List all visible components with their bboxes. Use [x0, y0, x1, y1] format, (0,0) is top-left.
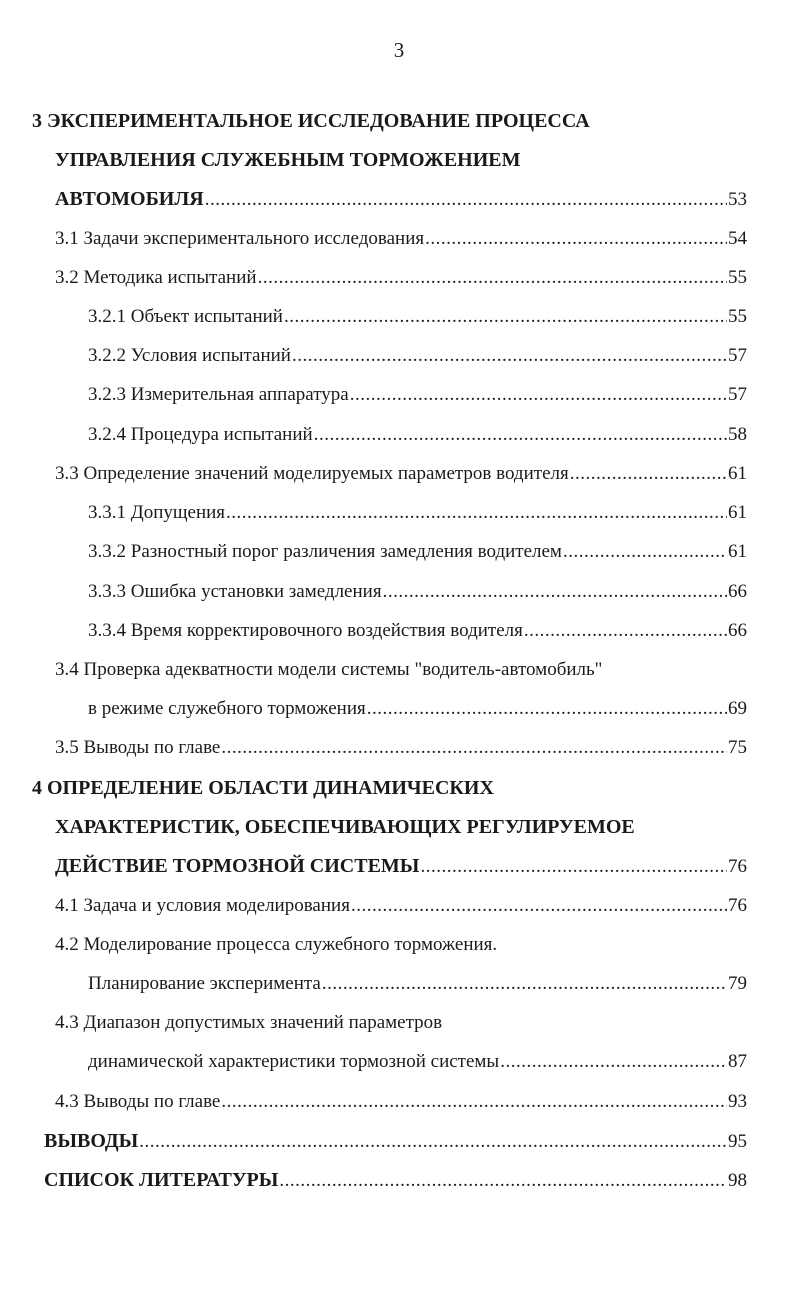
toc-entry-3-2-3 — [88, 380, 747, 410]
toc-entry-label: 4.3 Диапазон допустимых значений параметров — [55, 1012, 443, 1033]
toc-entry-4-1 — [55, 891, 747, 921]
toc-entry-label: 3.3.2 Разностный порог различения замедления водителем — [88, 541, 562, 562]
toc-entry-label: СПИСОК ЛИТЕРАТУРЫ — [44, 1169, 279, 1191]
toc-page-number: 75 — [728, 737, 747, 758]
toc-page-number: 66 — [728, 620, 747, 641]
dot-leader — [205, 185, 727, 215]
toc-chapter-3-title-part-3: АВТОМОБИЛЯ — [55, 188, 204, 210]
toc-page-number: 98 — [728, 1170, 747, 1191]
dot-leader — [383, 577, 727, 607]
toc-chapter-4-line-2 — [55, 812, 635, 842]
toc-chapter-4-title-part-1: 4 ОПРЕДЕЛЕНИЕ ОБЛАСТИ ДИНАМИЧЕСКИХ — [32, 777, 494, 799]
toc-page-number: 61 — [728, 463, 747, 484]
toc-entry-label: ВЫВОДЫ — [44, 1130, 139, 1152]
toc-page-number: 66 — [728, 581, 747, 602]
toc-chapter-4-entry — [55, 851, 747, 881]
toc-chapter-3-entry — [55, 184, 747, 214]
toc-entry-3-2-2 — [88, 341, 747, 371]
dot-leader — [563, 537, 727, 567]
toc-entry-label: 3.2.3 Измерительная аппаратура — [88, 384, 349, 405]
toc-entry-label: 3.3.1 Допущения — [88, 502, 226, 523]
toc-page-number: 57 — [728, 384, 747, 405]
toc-entry-4-3-line-1 — [55, 1008, 442, 1038]
toc-entry-label: 3.4 Проверка адекватности модели системы "водитель-автомобиль" — [55, 659, 603, 680]
toc-page-number: 76 — [728, 856, 747, 877]
toc-entry-label: в режиме служебного торможения — [88, 698, 366, 719]
toc-entry-4-2 — [88, 969, 747, 999]
toc-entry-3-4 — [88, 694, 747, 724]
toc-page-number: 87 — [728, 1051, 747, 1072]
toc-entry-label: динамической характеристики тормозной системы — [88, 1051, 500, 1072]
dot-leader — [420, 852, 727, 882]
toc-entry-3-2-4 — [88, 420, 747, 450]
toc-page-number: 55 — [728, 306, 747, 327]
toc-page-number: 53 — [728, 189, 747, 210]
toc-entry-label: 4.1 Задача и условия моделирования — [55, 895, 350, 916]
toc-entry-label: 3.5 Выводы по главе — [55, 737, 221, 758]
toc-entry-label: 3.3.3 Ошибка установки замедления — [88, 581, 382, 602]
toc-entry-3-3-3 — [88, 577, 747, 607]
dot-leader — [570, 459, 727, 489]
toc-entry-label: 3.2.4 Процедура испытаний — [88, 424, 313, 445]
toc-entry-label: 3.2 Методика испытаний — [55, 267, 257, 288]
toc-entry-3-3-4 — [88, 616, 747, 646]
toc-chapter-4-line-1 — [32, 773, 494, 803]
toc-entry-4-3-conclusions — [55, 1087, 747, 1117]
toc-entry-4-2-line-1 — [55, 930, 497, 960]
dot-leader — [367, 694, 727, 724]
toc-entry-label: 4.2 Моделирование процесса служебного торможения. — [55, 934, 498, 955]
toc-entry-label: 3.1 Задачи экспериментального исследования — [55, 228, 425, 249]
toc-page-number: 93 — [728, 1091, 747, 1112]
toc-page-number: 61 — [728, 541, 747, 562]
dot-leader — [226, 498, 727, 528]
dot-leader — [279, 1166, 727, 1196]
dot-leader — [524, 616, 727, 646]
dot-leader — [500, 1047, 727, 1077]
toc-entry-label: 3.3 Определение значений моделируемых параметров водителя — [55, 463, 569, 484]
toc-entry-label: 4.3 Выводы по главе — [55, 1091, 221, 1112]
dot-leader — [258, 263, 727, 293]
dot-leader — [284, 302, 727, 332]
toc-page-number: 95 — [728, 1131, 747, 1152]
toc-entry-references — [44, 1165, 747, 1195]
toc-page-number: 57 — [728, 345, 747, 366]
toc-entry-3-2-1 — [88, 302, 747, 332]
toc-chapter-4-title-part-2: ХАРАКТЕРИСТИК, ОБЕСПЕЧИВАЮЩИХ РЕГУЛИРУЕМОЕ — [55, 816, 635, 838]
toc-entry-3-3-1 — [88, 498, 747, 528]
toc-page-number: 55 — [728, 267, 747, 288]
toc-entry-label: 3.2.1 Объект испытаний — [88, 306, 283, 327]
toc-page-number: 76 — [728, 895, 747, 916]
toc-entry-label: 3.3.4 Время корректировочного воздействия водителя — [88, 620, 523, 641]
toc-page-number: 61 — [728, 502, 747, 523]
toc-entry-3-2 — [55, 263, 747, 293]
dot-leader — [314, 420, 727, 450]
toc-chapter-3-line-2 — [55, 145, 521, 175]
toc-chapter-3-title-part-2: УПРАВЛЕНИЯ СЛУЖЕБНЫМ ТОРМОЖЕНИЕМ — [55, 149, 521, 171]
toc-entry-3-1 — [55, 224, 747, 254]
page-number: 3 — [393, 38, 405, 62]
dot-leader — [425, 224, 727, 254]
toc-page-number: 79 — [728, 973, 747, 994]
toc-chapter-3-line-1 — [32, 106, 590, 136]
toc-page-number: 54 — [728, 228, 747, 249]
dot-leader — [322, 969, 727, 999]
toc-page-number: 69 — [728, 698, 747, 719]
toc-entry-conclusions — [44, 1126, 747, 1156]
toc-entry-label: 3.2.2 Условия испытаний — [88, 345, 291, 366]
dot-leader — [221, 1087, 727, 1117]
toc-entry-3-3 — [55, 459, 747, 489]
toc-chapter-4-title-part-3: ДЕЙСТВИЕ ТОРМОЗНОЙ СИСТЕМЫ — [55, 855, 420, 877]
toc-page-number: 58 — [728, 424, 747, 445]
toc-entry-3-4-line-1 — [55, 655, 602, 685]
toc-entry-label: Планирование эксперимента — [88, 973, 321, 994]
dot-leader — [351, 891, 727, 921]
dot-leader — [139, 1127, 727, 1157]
dot-leader — [292, 341, 727, 371]
dot-leader — [350, 380, 727, 410]
toc-entry-3-5 — [55, 733, 747, 763]
toc-chapter-3-title-part-1: 3 ЭКСПЕРИМЕНТАЛЬНОЕ ИССЛЕДОВАНИЕ ПРОЦЕССА — [32, 110, 590, 132]
toc-entry-4-3 — [88, 1047, 747, 1077]
dot-leader — [221, 733, 727, 763]
toc-entry-3-3-2 — [88, 537, 747, 567]
